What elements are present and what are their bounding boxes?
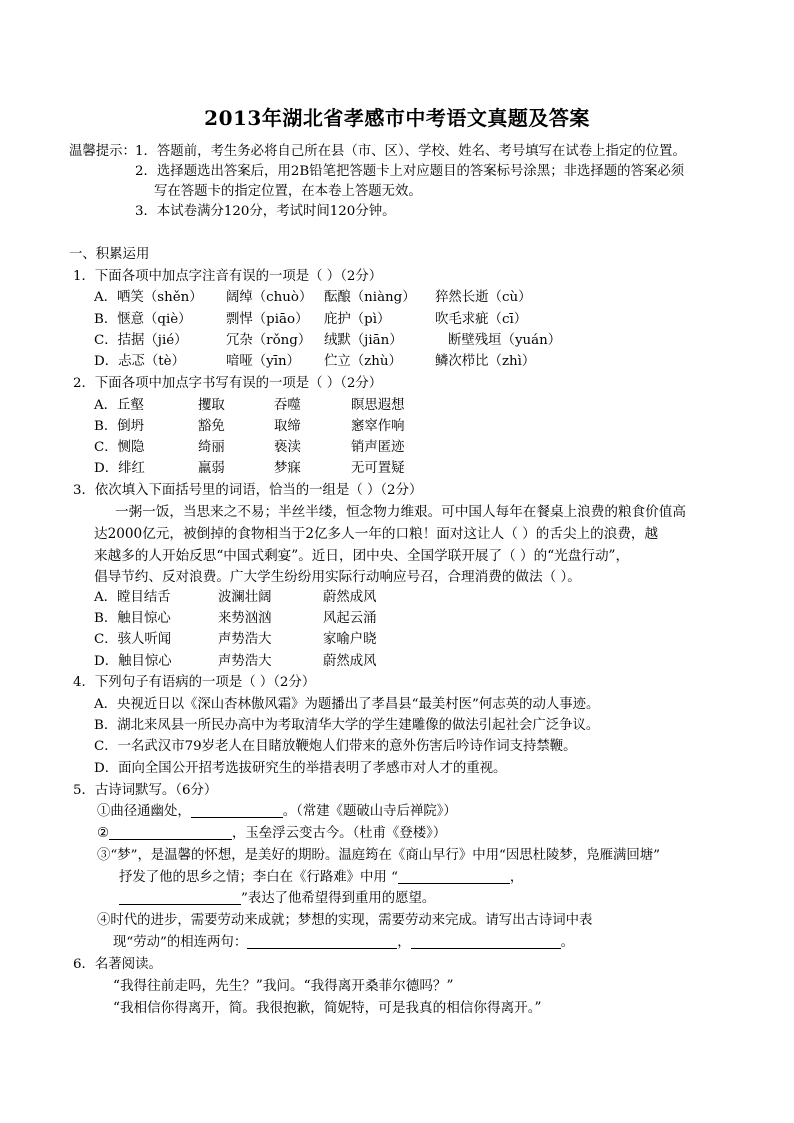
tips-line-2b: 写在答题卡的指定位置，在本卷上答题无效。 (154, 184, 422, 199)
q1-stem: 1．下面各项中加点字注音有误的一项是（ ）（2分） (73, 269, 383, 284)
q5-stem: 5．古诗词默写。（6分） (73, 783, 218, 798)
q2-option-d-1: D．绯红 (94, 461, 145, 476)
q3-passage-line-1: 一粥一饭，当思来之不易；半丝半缕，恒念物力维艰。可中国人每年在餐桌上浪费的粮食价值高 (115, 504, 686, 520)
q6-passage-line-2: “我相信你得离开，简。我很抱歉，简妮特，可是我真的相信你得离开。” (113, 1000, 542, 1016)
q2-option-b-4: 窸窣作响 (351, 419, 405, 434)
q3-option-b-3: 风起云涌 (323, 611, 377, 626)
q5-item-3-line-3 (119, 890, 435, 908)
tips-line-1: 1．答题前，考生务必将自己所在县（市、区）、学校、姓名、考号填写在试卷上指定的位置。 (135, 144, 686, 159)
q3-option-a-2: 波澜壮阔 (218, 590, 272, 605)
q5-item-1-source: 。（常建《题破山寺后禅院》） (282, 804, 457, 819)
q5-item-1 (97, 803, 457, 821)
q1-option-a-1: A．哂笑（shěn） (94, 290, 203, 305)
answer-blank[interactable] (109, 825, 232, 840)
q1-option-b-1: B．惬意（qiè） (94, 312, 192, 327)
q3-option-c-3: 家喻户晓 (323, 632, 377, 647)
q3-option-c-1: C．骇人听闻 (94, 632, 172, 647)
q5-item-3-end: ”表达了他希望得到重用的愿望。 (241, 891, 436, 906)
answer-blank[interactable] (398, 869, 510, 884)
page-title: 2013年湖北省孝感市中考语文真题及答案 (204, 106, 590, 130)
q3-stem: 3．依次填入下面括号里的词语，恰当的一组是（ ）（2分） (73, 483, 423, 498)
q5-item-4-line-2 (113, 934, 574, 952)
q1-option-c-2: 冗杂（rǒng） (226, 333, 312, 348)
q5-item-2 (97, 825, 446, 843)
q5-item-4-line-1: ④时代的进步，需要劳动来成就；梦想的实现，需要劳动来完成。请写出古诗词中表 (97, 913, 593, 928)
q5-item-4-text: 现“劳动”的相连两句： (113, 935, 248, 950)
q3-option-b-1: B．触目惊心 (94, 611, 171, 626)
q4-stem: 4．下列句子有语病的一项是（ ）（2分） (73, 675, 316, 690)
q2-option-a-4: 瞑思遐想 (351, 398, 405, 413)
q1-option-b-3: 庇护（pì） (324, 312, 391, 327)
tips-label: 温馨提示： (69, 144, 136, 159)
q3-passage-line-2: 达2000亿元，被倒掉的食物相当于2亿多人一年的口粮！面对这让人（ ）的舌尖上的浪费，越 (94, 526, 659, 542)
q6-stem: 6．名著阅读。 (73, 957, 162, 972)
q4-option-a: A．央视近日以《深山杏林傲风霜》为题播出了孝昌县“最美村医”何志英的动人事迹。 (94, 697, 600, 712)
q5-item-3-line-2 (119, 869, 523, 887)
q2-option-a-2: 攫取 (198, 398, 225, 413)
answer-blank[interactable] (191, 803, 283, 818)
q3-option-a-1: A．瞠目结舌 (94, 590, 171, 605)
q2-option-d-4: 无可置疑 (351, 461, 405, 476)
q5-item-3-line-1: ③“梦”，是温馨的怀想，是美好的期盼。温庭筠在《商山早行》中用“因思杜陵梦，凫雁满回塘” (97, 848, 661, 863)
q2-option-b-3: 取缔 (274, 419, 301, 434)
q2-stem: 2．下面各项中加点字书写有误的一项是（ ）（2分） (73, 376, 383, 391)
q5-item-2-text: ，玉垒浮云变古今。（杜甫《登楼》） (232, 826, 447, 841)
q1-option-d-1: D．忐忑（tè） (94, 354, 185, 369)
q1-option-a-3: 酝酿（niàng） (324, 290, 416, 305)
q3-option-d-3: 蔚然成风 (323, 654, 377, 669)
q2-option-c-4: 销声匿迹 (351, 440, 405, 455)
q5-item-2-num: ② (97, 826, 110, 841)
q1-option-a-4: 猝然长逝（cù） (435, 290, 532, 305)
q2-option-d-2: 羸弱 (198, 461, 225, 476)
q1-option-d-3: 伫立（zhù） (324, 354, 402, 369)
tips-line-3: 3．本试卷满分120分，考试时间120分钟。 (135, 204, 396, 219)
q3-passage-line-4: 倡导节约、反对浪费。广大学生纷纷用实际行动响应号召，合理消费的做法（ ）。 (94, 569, 581, 585)
q3-option-a-3: 蔚然成风 (323, 590, 377, 605)
q1-option-b-2: 剽悍（piāo） (226, 312, 309, 327)
tips-line-2: 2．选择题选出答案后，用2B铅笔把答题卡上对应题目的答案标号涂黑；非选择题的答案必须 (135, 164, 685, 179)
q1-option-b-4: 吹毛求疵（cī） (435, 312, 528, 327)
q4-option-b: B．湖北来凤县一所民办高中为考取清华大学的学生建雕像的做法引起社会广泛争议。 (94, 718, 600, 733)
q1-option-d-2: 喑哑（yīn） (226, 354, 301, 369)
answer-blank[interactable] (119, 890, 241, 905)
q3-option-d-1: D．触目惊心 (94, 654, 172, 669)
q2-option-a-1: A．丘壑 (94, 398, 144, 413)
q4-option-c: C．一名武汉市79岁老人在目睹放鞭炮人们带来的意外伤害后吟诗作词支持禁鞭。 (94, 739, 577, 754)
q3-option-c-2: 声势浩大 (218, 632, 272, 647)
answer-blank[interactable] (411, 934, 561, 949)
q3-passage-line-3: 来越多的人开始反思“中国式剩宴”。近日，团中央、全国学联开展了（ ）的“光盘行动”， (94, 548, 630, 564)
q3-option-d-2: 声势浩大 (218, 654, 272, 669)
q2-option-c-2: 绮丽 (198, 440, 225, 455)
q1-option-c-3: 绒默（jiān） (324, 333, 403, 348)
q5-item-1-text: ①曲径通幽处， (97, 804, 191, 819)
q5-item-4-end: 。 (560, 935, 574, 950)
q5-item-3-text: 抒发了他的思乡之情；李白在《行路难》中用 “ (119, 870, 398, 885)
q1-option-a-2: 阔绰（chuò） (226, 290, 313, 305)
q2-option-b-1: B．倒坍 (94, 419, 145, 434)
q2-option-b-2: 豁免 (198, 419, 225, 434)
q6-passage-line-1: “我得往前走吗，先生？”我问。“我得离开桑菲尔德吗？” (113, 978, 454, 994)
q3-option-b-2: 来势汹汹 (218, 611, 272, 626)
q2-option-c-3: 亵渎 (274, 440, 301, 455)
q1-option-c-1: C．拮据（jié） (94, 333, 188, 348)
q4-option-d: D．面向全国公开招考选拔研究生的举措表明了孝感市对人才的重视。 (94, 761, 507, 776)
q5-item-3-comma: ， (509, 870, 524, 885)
q2-option-d-3: 梦寐 (274, 461, 301, 476)
q2-option-c-1: C．恻隐 (94, 440, 145, 455)
answer-blank[interactable] (247, 934, 397, 949)
q1-option-d-4: 鳞次栉比（zhì） (435, 354, 536, 369)
q5-item-4-comma: ， (397, 935, 411, 950)
section-heading: 一、积累运用 (69, 247, 150, 262)
q2-option-a-3: 吞噬 (274, 398, 301, 413)
q1-option-c-4: 断壁残垣（yuán） (448, 333, 562, 348)
